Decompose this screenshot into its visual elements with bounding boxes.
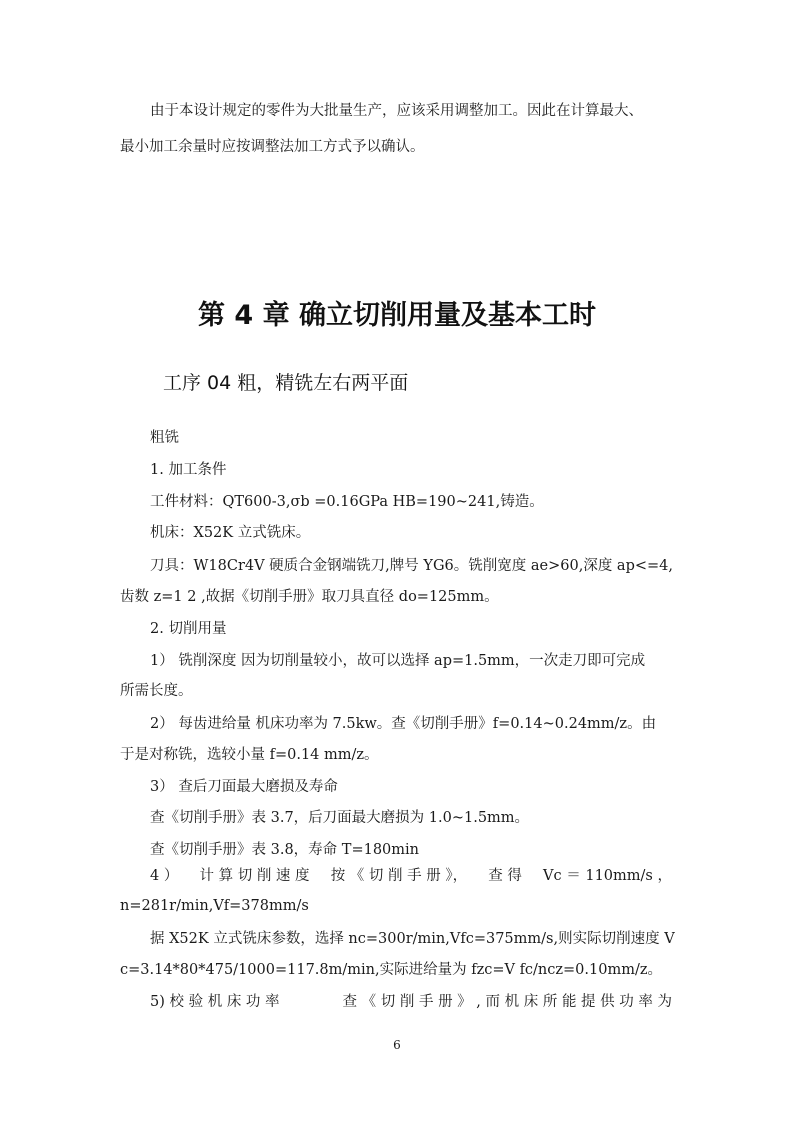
- speed-line-2: n=281r/min,Vf=378mm/s: [120, 898, 309, 914]
- intro-line-2: 最小加工余量时应按调整法加工方式予以确认。: [120, 139, 425, 155]
- depth-line-1: 1） 铣削深度 因为切削量较小，故可以选择 ap=1.5mm，一次走刀即可完成: [150, 653, 646, 669]
- intro-line-1: 由于本设计规定的零件为大批量生产，应该采用调整加工。因此在计算最大、: [150, 103, 643, 119]
- power-step-text: 查 《 切 削 手 册 》 , 而 机 床 所 能 提 供 功 率 为: [342, 994, 672, 1010]
- life-table-line: 查《切削手册》表 3.8，寿命 T=180min: [150, 842, 419, 858]
- depth-line-2: 所需长度。: [120, 683, 193, 699]
- machine-tool: 机床：X52K 立式铣床。: [150, 525, 311, 541]
- wear-heading: 3） 查后刀面最大磨损及寿命: [150, 779, 338, 795]
- wear-table-line: 查《切削手册》表 3.7，后刀面最大磨损为 1.0~1.5mm。: [150, 810, 530, 826]
- speed-step-number: 4 ）: [150, 868, 179, 884]
- feed-line-2: 于是对称铣，选较小量 f=0.14 mm/z。: [120, 747, 379, 763]
- feed-line-1: 2） 每齿进给量 机床功率为 7.5kw。查《切削手册》f=0.14~0.24mm/z。由: [150, 716, 657, 732]
- speed-step-source: 按 《 切 削 手 册 》，: [330, 868, 468, 884]
- item-1-heading: 1. 加工条件: [150, 462, 227, 478]
- speed-line-1: [150, 866, 672, 886]
- speed-step-value: Vc ＝ 110mm/s ，: [543, 868, 672, 884]
- power-step-title: 5) 校 验 机 床 功 率: [150, 994, 280, 1010]
- speed-step-title: 计 算 切 削 速 度: [199, 868, 310, 884]
- cutter-line-1: 刀具：W18Cr4V 硬质合金钢端铣刀,牌号 YG6。铣削宽度 ae>60,深度 ap<=4,: [150, 558, 673, 574]
- chapter-title: 第 4 章 确立切削用量及基本工时: [198, 300, 596, 331]
- cutter-line-2: 齿数 z=1 2 ,故据《切削手册》取刀具直径 do=125mm。: [120, 589, 499, 605]
- section-title: 工序 04 粗，精铣左右两平面: [163, 372, 409, 394]
- power-line: [150, 992, 672, 1012]
- speed-step-lookup: 查 得: [488, 868, 522, 884]
- params-line-2: c=3.14*80*475/1000=117.8m/min,实际进给量为 fzc=V fc/ncz=0.10mm/z。: [120, 962, 662, 978]
- params-line-1: 据 X52K 立式铣床参数，选择 nc=300r/min,Vfc=375mm/s,则实际切削速度 V: [150, 931, 675, 947]
- item-2-heading: 2. 切削用量: [150, 621, 227, 637]
- rough-milling-label: 粗铣: [150, 430, 179, 446]
- workpiece-material: 工件材料：QT600-3,σb =0.16GPa HB=190~241,铸造。: [150, 494, 544, 510]
- page-number: 6: [393, 1038, 401, 1052]
